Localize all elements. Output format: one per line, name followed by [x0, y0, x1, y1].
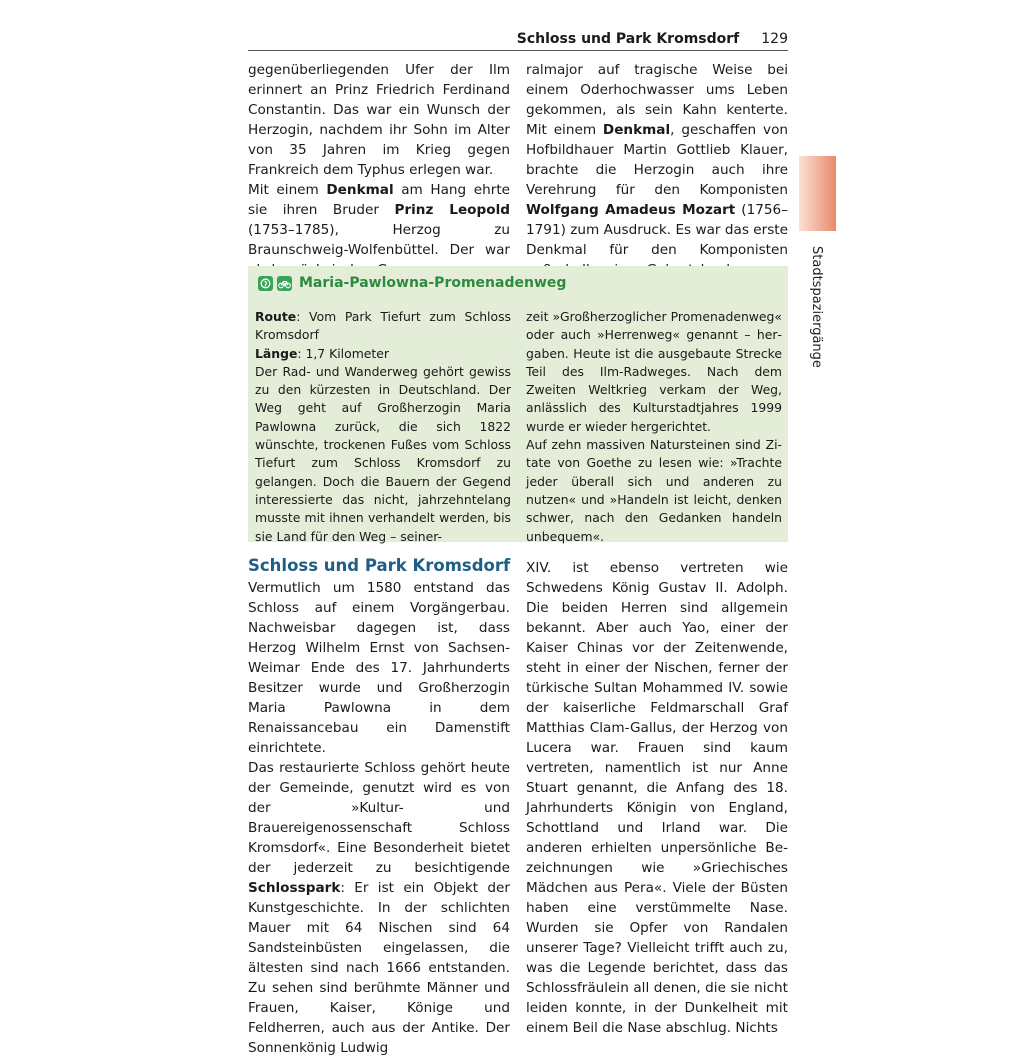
chapter-thumb-tab — [799, 156, 836, 231]
highlight-term: Wolfgang Amadeus Mozart — [526, 202, 736, 218]
bicycle-icon — [277, 276, 292, 291]
paragraph: gegenüberliegenden Ufer der Ilm erinnert an Prinz Friedrich Ferdinand Constantin. Das war ein Wunsch der Herzogin, nachdem ihr Sohn im Alter von 35 Jahren im Krieg gegen Frankreich dem Typhus erlegen war. — [248, 62, 510, 178]
page-number: 129 — [761, 31, 788, 47]
paragraph: Vermutlich um 1580 entstand das Schloss auf einem Vorgängerbau. Nachweisbar dagegen ist, dass Herzog Wilhelm Ernst von Sachsen-Weimar Ende des 17. Jahrhunderts Besitzer wurde und Großherzogin Maria Pawlowna in dem Renaissancebau ein Damenstift einrichtete. — [248, 580, 510, 756]
highlight-term: Denkmal — [602, 122, 671, 138]
length-line: Länge: 1,7 Kilometer — [255, 345, 389, 361]
paragraph: zeit »Großherzoglicher Promenadenweg« oder auch »Herrenweg« genannt – hergaben. Heute ist die ausgebaute Strecke Teil des Ilm-Radweges. Nach dem Zweiten Weltkrieg verkam der Weg, anlässlich des Kulturstadtjahres 1999 wurde er wieder hergerichtet. — [526, 309, 782, 434]
paragraph: Mit einem Denkmal am Hang ehrte sie ihren Bruder Prinz Leopold (1753–1785), Herzog zu Braunschweig-Wolfenbüttel. Der war — [248, 182, 511, 258]
info-box-title — [258, 272, 566, 294]
highlight-term: Denkmal — [326, 182, 394, 198]
chapter-side-label: Stadtspaziergänge — [809, 246, 824, 368]
info-box-right-column — [526, 308, 782, 546]
paragraph: Das restaurierte Schloss gehört heute der Gemeinde, genutzt wird es von der »Kultur- und Brauereigenossenschaft Schloss Kromsdorf«. Eine Besonderheit bietet der jederzeit zu besichtigende Schlosspark: Er ist ein Objekt der Kunstgeschichte. In der schlichten Mauer mit 64 Nischen sind 64 Sandsteinbüsten eingelassen, die ältesten sind nach 1666 entstanden. Zu sehen sind berühmte Männer und Frauen, Kaiser, Könige und Feldherren, auch aus der Antike. Der Sonnenkönig Ludwig — [248, 760, 510, 1056]
info-box-left-column — [255, 308, 511, 546]
walking-trail-icon — [258, 276, 273, 291]
paragraph: Auf zehn massiven Natursteinen sind Zitate von Goethe zu lesen wie: »Trachte jeder überall sich und anderen zu nutzen« und »Handeln ist leicht, denken schwer, nach den Gedanken handeln unbequem«. — [526, 437, 782, 544]
section-heading: Schloss und Park Kromsdorf — [248, 556, 511, 575]
section-left-column — [248, 578, 510, 1058]
section-right-column — [526, 558, 788, 1038]
top-right-column — [526, 60, 788, 280]
paragraph: ralmajor auf tragische Weise bei einem Oderhochwasser ums Leben gekommen, als sein Kahn kenterte. Mit einem Denkmal, geschaffen von Hofbildhauer Martin Gottlieb Klauer, brachte die Herzogin auch ihre Verehrung für den Komponisten Wolfgang Amadeus Mozart (1756–1791) zum Ausdruck. Es war das erste Denkmal für den Komponisten — [526, 62, 788, 258]
paragraph: Der Rad- und Wanderweg gehört gewiss zu den kürzesten in Deutschland. Der Weg geht auf Großherzogin Maria Pawlowna zurück, die sich 1822 wünschte, trockenen Fußes vom Schloss Tiefurt zum Schloss Kromsdorf zu gelangen. Doch die Bauern der Gegend interessierte das nicht, jahrzehntelang musste mit ihnen verhandelt werden, bis sie Land für den Weg – seiner- — [255, 363, 511, 544]
highlight-term: Schlosspark — [248, 880, 341, 896]
running-header — [248, 28, 788, 51]
route-line: Route: Vom Park Tiefurt zum Schloss Kromsdorf — [255, 309, 511, 343]
paragraph: XIV. ist ebenso vertreten wie Schwedens König Gustav II. Adolph. Die beiden Herren sind allgemein bekannt. Aber auch Yao, einer der Kaiser Chinas vor der Zeitenwende, steht in einer der Nischen, ferner der türkische Sultan Mohammed IV. sowie der kaiserliche Feldmarschall Graf Matthias Clam-Gallus, der Herzog von Lucera war. Frauen sind kaum vertreten, namentlich ist nur Anne Stuart genannt, die Anfang des 18. Jahrhunderts Königin von England, Schottland und Irland war. Die anderen erhielten unpersönliche Bezeichnungen wie »Griechisches Mädchen aus Pera«. Viele der Büsten haben eine verstümmelte Nase. Wurden sie Opfer von Randalen unserer Tage? Vielleicht trifft auch zu, was die Legende berichtet, dass das Schlossfräulein all denen, die sie nicht leiden konnte, in der Dunkelheit mit einem Beil die Nase abschlug. Nichts — [526, 560, 788, 1036]
top-left-column — [248, 60, 510, 280]
info-box-heading: Maria-Pawlowna-Promenadenweg — [299, 275, 567, 291]
highlight-term: Prinz Leopold — [394, 202, 510, 218]
running-title: Schloss und Park Kromsdorf — [516, 31, 740, 47]
